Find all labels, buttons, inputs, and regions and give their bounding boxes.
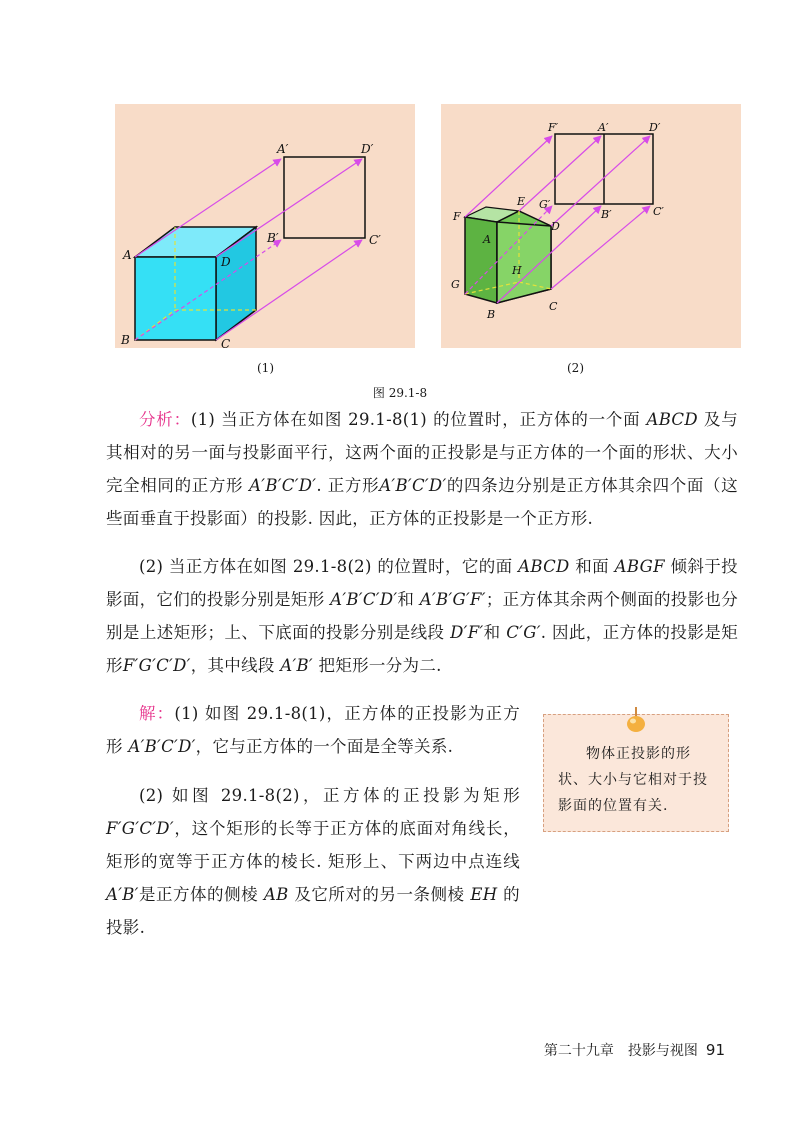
side-note-text: 物体正投影的形状、大小与它相对于投影面的位置有关. (558, 746, 708, 814)
figure-1 (115, 104, 415, 348)
svg-text:E: E (517, 195, 526, 208)
svg-text:C: C (549, 300, 558, 313)
pushpin-icon (623, 705, 649, 735)
figure-caption: 图 29.1-8 (372, 386, 428, 400)
page-footer (544, 1040, 725, 1060)
side-note (543, 714, 729, 832)
figure-1-drawing (115, 104, 415, 348)
svg-text:D: D (551, 220, 560, 233)
analysis-label: 分析： (139, 410, 191, 429)
svg-text:D′: D′ (649, 121, 661, 134)
svg-text:A: A (123, 248, 132, 262)
svg-text:F′: F′ (548, 121, 559, 134)
svg-text:G: G (451, 278, 460, 291)
chapter-title: 第二十九章 投影与视图 (543, 1043, 698, 1059)
projection-square (284, 157, 365, 238)
svg-text:A: A (483, 233, 491, 246)
solution-paragraph-2: (2) 如图 29.1-8(2)，正方体的正投影为矩形F′G′C′D′，这个矩形的长等于正方体的底面对角线长，矩形的宽等于正方体的棱长. 矩形上、下两边中点连线A′B′是正方体的侧棱 AB 及它所对的另一条侧棱 EH 的投影. (106, 786, 520, 937)
figure-1-sublabel: (1) (257, 361, 274, 375)
svg-text:B′: B′ (601, 208, 612, 221)
svg-text:B: B (487, 308, 496, 321)
figure-2-sublabel: (2) (567, 361, 584, 375)
solution-label: 解： (139, 704, 175, 723)
svg-text:D′: D′ (361, 142, 374, 156)
svg-text:D: D (221, 255, 231, 269)
svg-text:A′: A′ (277, 142, 289, 156)
figure-2-drawing (441, 104, 741, 348)
svg-text:B: B (121, 333, 130, 347)
svg-text:B′: B′ (267, 231, 279, 245)
figure-2 (441, 104, 741, 348)
analysis-paragraph-2: (2) 当正方体在如图 29.1-8(2) 的位置时，它的面 ABCD 和面 ABGF 倾斜于投影面，它们的投影分别是矩形 A′B′C′D′和 A′B′G′F′；正方体其余两个侧面的投影也分别是上述矩形；上、下底面的投影分别是线段 D′F′和 C′G′. 因此，正方体的投影是矩形F′G′C′D′，其中线段 A′B′ 把矩形一分为二. (106, 557, 738, 675)
svg-text:G′: G′ (539, 198, 551, 211)
svg-text:H: H (512, 264, 522, 277)
analysis-paragraph-1: 分析：(1) 当正方体在如图 29.1-8(1) 的位置时，正方体的一个面 ABCD 及与其相对的另一面与投影面平行，这两个面的正投影是与正方体的一个面的形状、大小完全相同的正方形 A′B′C′D′. 正方形A′B′C′D′的四条边分别是正方体其余四个面（这些面垂直于投影面）的投影. 因此，正方体的正投影是一个正方形. (106, 410, 738, 528)
svg-text:C′: C′ (653, 205, 664, 218)
svg-text:F: F (453, 210, 461, 223)
svg-text:C′: C′ (369, 233, 381, 247)
svg-text:C: C (221, 337, 231, 348)
svg-text:A′: A′ (598, 121, 609, 134)
page-number: 91 (705, 1041, 725, 1059)
solution-paragraph-1: 解：(1) 如图 29.1-8(1)，正方体的正投影为正方形 A′B′C′D′，它与正方体的一个面是全等关系. (106, 704, 520, 756)
